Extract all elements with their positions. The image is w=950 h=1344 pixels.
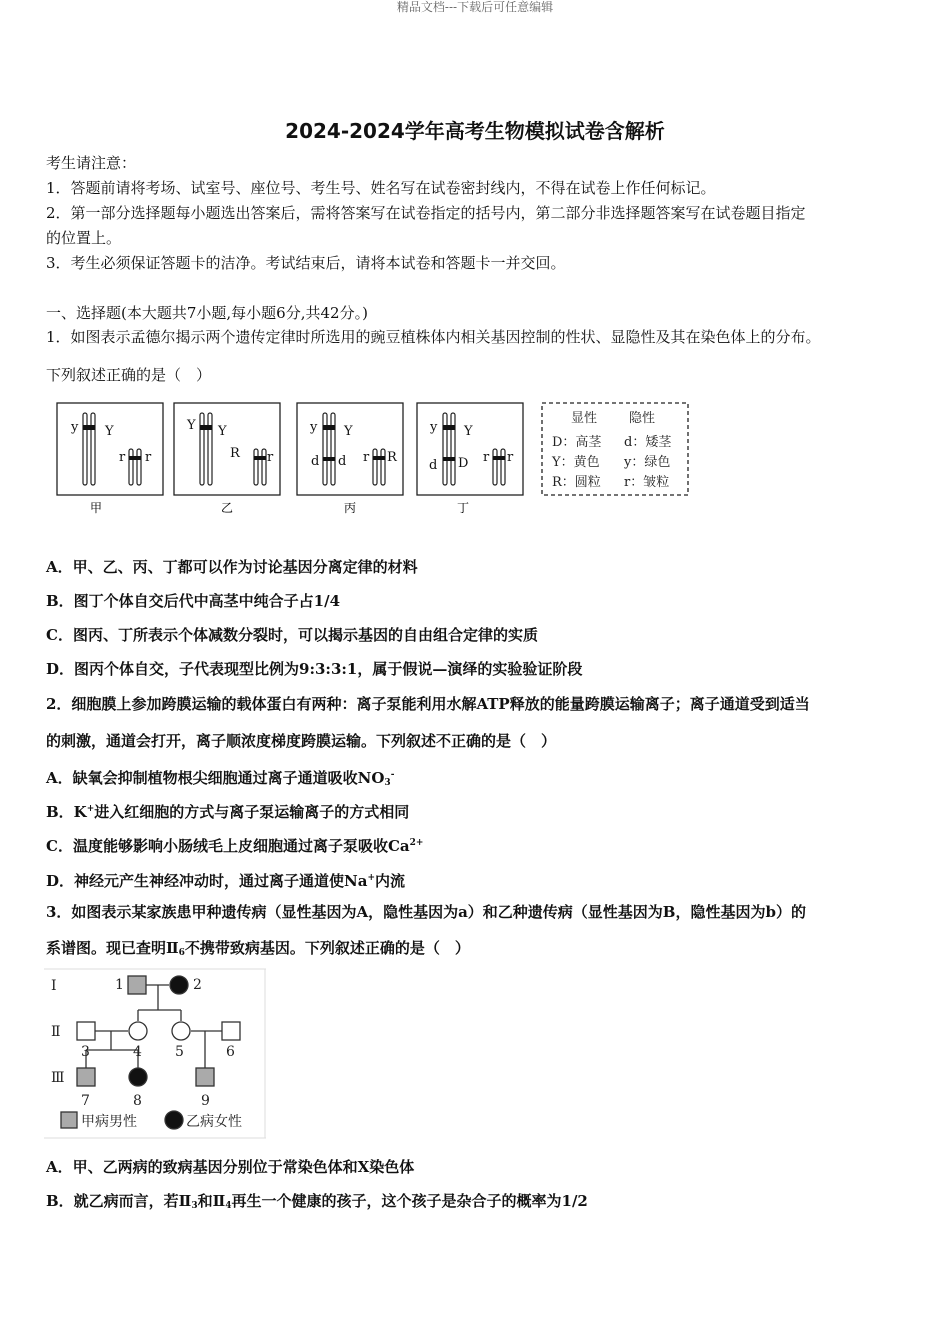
individual-1 — [128, 976, 146, 994]
q2-stem: 2．细胞膜上参加跨膜运输的载体蛋白有两种：离子泵能利用水解ATP释放的能量跨膜运输离子；离子通道受到适当 — [46, 695, 810, 713]
generation-III: Ⅲ — [51, 1070, 65, 1086]
svg-text:r: r — [119, 450, 126, 465]
individual-9 — [196, 1068, 214, 1086]
q2-stem-cont: 的刺激，通道会打开，离子顺浓度梯度跨膜运输。下列叙述不正确的是（ ） — [46, 732, 557, 750]
num-7: 7 — [81, 1093, 90, 1109]
q3-stem: 3．如图表示某家族患甲种遗传病（显性基因为A，隐性基因为a）和乙种遗传病（显性基因为B，隐性基因为b）的 — [46, 903, 806, 921]
legend-affected-female-symbol — [165, 1111, 183, 1129]
individual-3 — [77, 1022, 95, 1040]
q3-pedigree-figure — [44, 968, 266, 1140]
svg-text:r: r — [363, 450, 370, 465]
legend-y-rec: y：绿色 — [624, 455, 671, 470]
q1-option-b: B．图丁个体自交后代中高茎中纯合子占1/4 — [46, 592, 341, 610]
legend-affected-male: 甲病男性 — [81, 1114, 137, 1130]
legend-r-rec: r：皱粒 — [624, 475, 670, 490]
legend-y-dom: Y：黄色 — [552, 455, 600, 470]
svg-text:r: r — [145, 450, 152, 465]
q3-option-a: A．甲、乙两病的致病基因分别位于常染色体和X染色体 — [46, 1158, 415, 1176]
num-1: 1 — [115, 977, 124, 993]
num-5: 5 — [175, 1044, 184, 1060]
legend-r-dom: R：圆粒 — [552, 475, 601, 490]
legend-head-dominant: 显性 — [571, 411, 598, 426]
legend-d-dom: D：高茎 — [552, 435, 602, 450]
page-header: 精品文档---下载后可任意编辑 — [396, 0, 554, 14]
svg-text:r: r — [267, 450, 274, 465]
q1-chromosome-figure — [54, 399, 694, 521]
individual-2 — [170, 976, 188, 994]
svg-text:Y: Y — [344, 424, 353, 439]
q1-option-a: A．甲、乙、丙、丁都可以作为讨论基因分离定律的材料 — [46, 558, 418, 576]
q1-option-c: C．图丙、丁所表示个体减数分裂时，可以揭示基因的自由组合定律的实质 — [46, 626, 538, 644]
individual-7 — [77, 1068, 95, 1086]
notice-item-3: 3．考生必须保证答题卡的洁净。考试结束后，请将本试卷和答题卡一并交回。 — [46, 254, 566, 272]
panel-bing — [297, 403, 403, 495]
svg-text:d: d — [429, 458, 438, 473]
panel-ding — [417, 403, 523, 495]
svg-text:d: d — [338, 454, 347, 469]
q2-option-c: C．温度能够影响小肠绒毛上皮细胞通过离子泵吸收$Ca^{2+}$ — [46, 837, 424, 855]
q2-option-d: D．神经元产生神经冲动时，通过离子通道使Na+内流 — [46, 872, 406, 890]
individual-4 — [129, 1022, 147, 1040]
svg-text:Y: Y — [105, 424, 114, 439]
svg-text:r: r — [507, 450, 514, 465]
caption-jia: 甲 — [89, 501, 103, 515]
num-9: 9 — [201, 1093, 210, 1109]
svg-text:Y: Y — [218, 424, 227, 439]
svg-text:r: r — [483, 450, 490, 465]
svg-text:d: d — [311, 454, 320, 469]
num-3: 3 — [81, 1044, 90, 1060]
notice-item-2: 2．第一部分选择题每小题选出答案后，需将答案写在试卷指定的括号内，第二部分非选择题答案写在试卷题目指定 — [46, 204, 806, 222]
q3-option-b: B．就乙病而言，若$Ⅱ_3$和$Ⅱ_4$再生一个健康的孩子，这个孩子是杂合子的概率为1/2 — [46, 1192, 588, 1211]
num-2: 2 — [193, 977, 202, 993]
panel-jia — [57, 403, 163, 495]
q1-option-d: D．图丙个体自交，子代表现型比例为9:3:3:1，属于假说—演绎的实验验证阶段 — [46, 660, 583, 678]
svg-text:y: y — [430, 420, 438, 435]
svg-text:R: R — [230, 446, 240, 461]
caption-bing: 丙 — [343, 501, 357, 515]
legend-affected-male-symbol — [61, 1112, 77, 1128]
q2-option-b: B．K+进入红细胞的方式与离子泵运输离子的方式相同 — [46, 803, 410, 821]
num-4: 4 — [133, 1044, 142, 1060]
num-6: 6 — [226, 1044, 235, 1060]
page-title: 2024-2024学年高考生物模拟试卷含解析 — [285, 119, 665, 143]
svg-text:y: y — [71, 420, 79, 435]
svg-text:R: R — [387, 450, 397, 465]
individual-5 — [172, 1022, 190, 1040]
generation-II: Ⅱ — [51, 1024, 61, 1040]
svg-text:Y: Y — [464, 424, 473, 439]
notice-item-2-cont: 的位置上。 — [46, 229, 122, 247]
caption-ding: 丁 — [456, 501, 470, 515]
q1-stem: 1．如图表示孟德尔揭示两个遗传定律时所选用的豌豆植株体内相关基因控制的性状、显隐性及其在染色体上的分布。 — [46, 328, 821, 346]
svg-text:Y: Y — [187, 418, 196, 433]
q1-stem-cont: 下列叙述正确的是（ ） — [46, 366, 212, 384]
legend-d-rec: d：矮茎 — [624, 435, 672, 450]
svg-text:y: y — [310, 420, 318, 435]
svg-text:D: D — [458, 456, 469, 471]
legend-affected-female: 乙病女性 — [186, 1114, 242, 1130]
q3-stem-cont: 系谱图。现已查明$Ⅱ_6$不携带致病基因。下列叙述正确的是（ ） — [46, 939, 470, 958]
num-8: 8 — [133, 1093, 142, 1109]
section-heading: 一、选择题(本大题共7小题,每小题6分,共42分。) — [46, 304, 368, 322]
q2-option-a: A．缺氧会抑制植物根尖细胞通过离子通道吸收$NO_3^-$ — [46, 769, 395, 788]
individual-6 — [222, 1022, 240, 1040]
individual-8 — [129, 1068, 147, 1086]
generation-I: Ⅰ — [51, 978, 57, 994]
notice-item-1: 1．答题前请将考场、试室号、座位号、考生号、姓名写在试卷密封线内，不得在试卷上作任何标记。 — [46, 179, 716, 197]
notice-heading: 考生请注意： — [46, 154, 137, 172]
legend-head-recessive: 隐性 — [629, 411, 656, 426]
caption-yi: 乙 — [220, 501, 234, 515]
